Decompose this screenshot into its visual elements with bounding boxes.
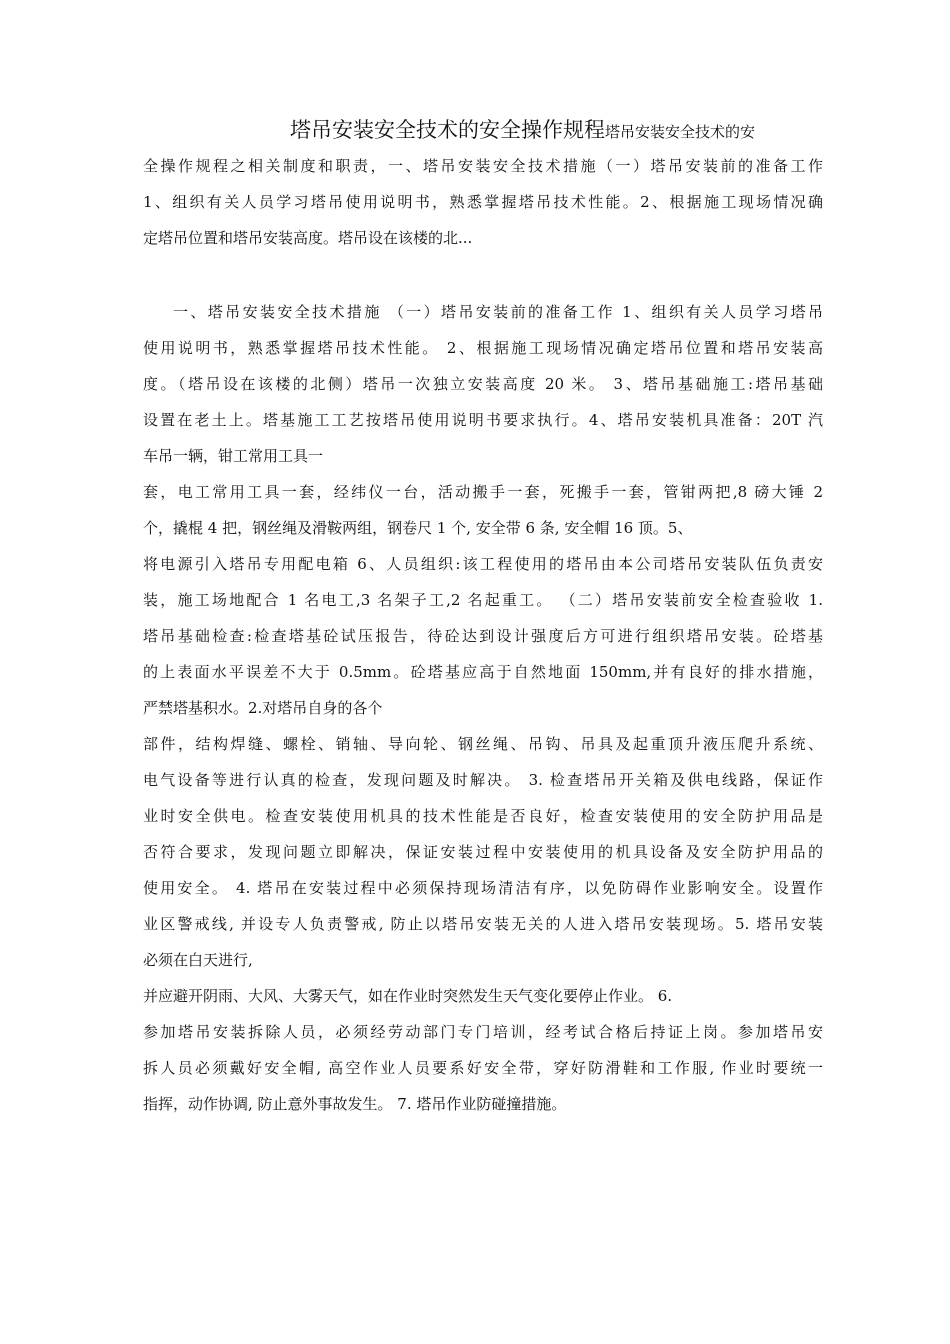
body-line-2: 使用说明书，熟悉掌握塔吊技术性能。 2、根据施工现场情况确定塔吊位置和塔吊安装高 xyxy=(143,339,823,357)
body-line-10: 塔吊基础检查:检查塔基砼试压报告，待砼达到设计强度后方可进行组织塔吊安装。砼塔基 xyxy=(143,627,823,645)
body-line-19: 必须在白天进行, xyxy=(143,951,253,969)
body-line-5: 车吊一辆，钳工常用工具一 xyxy=(143,447,324,465)
body-line-9: 装，施工场地配合 1 名电工,3 名架子工,2 名起重工。 （二）塔吊安装前安全检查验收 1. xyxy=(143,591,823,609)
body-line-1: 一、塔吊安装安全技术措施 （一）塔吊安装前的准备工作 1、组织有关人员学习塔吊 xyxy=(173,303,823,321)
section-spacer xyxy=(143,256,823,294)
body-line-8: 将电源引入塔吊专用配电箱 6、人员组织:该工程使用的塔吊由本公司塔吊安装队伍负责安 xyxy=(143,555,823,573)
body-line-3: 度。（塔吊设在该楼的北侧）塔吊一次独立安装高度 20 米。 3、塔吊基础施工:塔吊基础 xyxy=(143,375,823,393)
body-line-7: 个，撬棍 4 把，钢丝绳及滑鞍两组，钢卷尺 1 个, 安全带 6 条, 安全帽 16 顶。5、 xyxy=(143,519,693,537)
summary-line-1: 塔吊安装安全技术的安 xyxy=(605,123,756,141)
body-line-18: 业区警戒线, 并设专人负责警戒, 防止以塔吊安装无关的人进入塔吊安装现场。5. 塔吊安装 xyxy=(143,915,823,933)
body-line-21: 参加塔吊安装拆除人员，必须经劳动部门专门培训，经考试合格后持证上岗。参加塔吊安 xyxy=(143,1023,823,1041)
document-content xyxy=(143,112,823,1122)
body-line-4: 设置在老土上。塔基施工工艺按塔吊使用说明书要求执行。4、塔吊安装机具准备：20T 汽 xyxy=(143,411,823,429)
document-title: 塔吊安装安全技术的安全操作规程 xyxy=(290,118,605,142)
body-line-6: 套，电工常用工具一套，经纬仪一台，活动搬手一套，死搬手一套，管钳两把,8 磅大锤 2 xyxy=(143,483,823,501)
summary-line-2: 全操作规程之相关制度和职责，一、塔吊安装安全技术措施（一）塔吊安装前的准备工作 xyxy=(143,157,823,175)
body-line-11: 的上表面水平误差不大于 0.5mm。砼塔基应高于自然地面 150mm,并有良好的排水措施， xyxy=(143,663,823,681)
summary-line-3: 1、组织有关人员学习塔吊使用说明书，熟悉掌握塔吊技术性能。2、根据施工现场情况确 xyxy=(143,193,823,211)
body-line-22: 拆人员必须戴好安全帽, 高空作业人员要系好安全带，穿好防滑鞋和工作服, 作业时要统一 xyxy=(143,1059,823,1077)
body-line-14: 电气设备等进行认真的检查，发现问题及时解决。 3. 检查塔吊开关箱及供电线路，保证作 xyxy=(143,771,823,789)
body-line-16: 否符合要求，发现问题立即解决，保证安装过程中安装使用的机具设备及安全防护用品的 xyxy=(143,843,823,861)
summary-line-4: 定塔吊位置和塔吊安装高度。塔吊设在该楼的北... xyxy=(143,229,473,247)
title-line xyxy=(143,112,823,148)
body-line-23: 指挥，动作协调, 防止意外事故发生。 7. 塔吊作业防碰撞措施。 xyxy=(143,1095,567,1113)
body-line-20: 并应避开阴雨、大风、大雾天气，如在作业时突然发生天气变化要停止作业。 6. xyxy=(143,987,673,1005)
body-line-17: 使用安全。 4. 塔吊在安装过程中必须保持现场清洁有序，以免防碍作业影响安全。设置作 xyxy=(143,879,823,897)
body-line-15: 业时安全供电。检查安装使用机具的技术性能是否良好，检查安装使用的安全防护用品是 xyxy=(143,807,823,825)
body-line-12: 严禁塔基积水。2.对塔吊自身的各个 xyxy=(143,699,383,717)
body-line-13: 部件，结构焊缝、螺栓、销轴、导向轮、钢丝绳、吊钩、吊具及起重顶升液压爬升系统、 xyxy=(143,735,823,753)
